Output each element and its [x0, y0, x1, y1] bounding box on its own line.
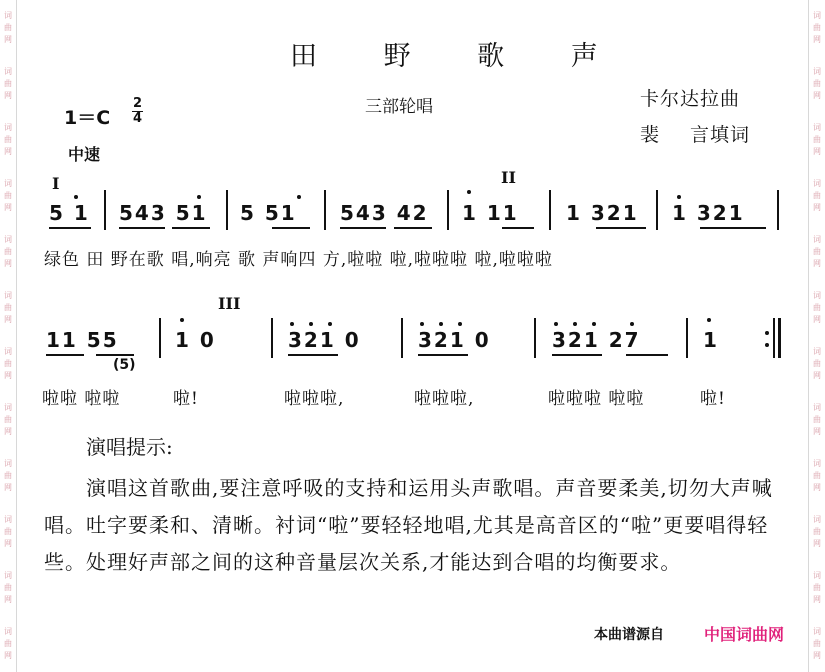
octave-dot	[197, 195, 201, 199]
eighth-beam	[394, 227, 432, 229]
eighth-beam	[340, 227, 386, 229]
final-barline	[773, 318, 775, 358]
watermark-text: 词 曲 网	[813, 403, 821, 436]
octave-dot	[309, 322, 313, 326]
row2-lyrics-6: 啦!	[700, 389, 726, 409]
measure-4-notes: 543 42	[340, 201, 429, 225]
eighth-beam	[596, 227, 646, 229]
composer-credit: 卡尔达拉曲	[640, 88, 741, 110]
octave-dot	[420, 322, 424, 326]
watermark-text: 词 曲 网	[4, 291, 12, 324]
row2-lyrics-1: 啦啦 啦啦	[42, 389, 121, 409]
watermark-text: 词 曲 网	[4, 347, 12, 380]
barline	[104, 190, 106, 230]
watermark-text: 词 曲 网	[813, 571, 821, 604]
watermark-text: 词 曲 网	[4, 459, 12, 492]
barline	[401, 318, 403, 358]
repeat-dot	[765, 343, 769, 347]
barline	[226, 190, 228, 230]
octave-dot	[677, 195, 681, 199]
watermark-text: 词 曲 网	[813, 123, 821, 156]
measure-8-notes: 11 55	[46, 328, 119, 352]
barline	[777, 190, 779, 230]
eighth-beam	[700, 227, 766, 229]
row2-lyrics-3: 啦啦啦,	[284, 389, 345, 409]
eighth-beam	[172, 227, 210, 229]
measure-11-notes: 321 0	[418, 328, 491, 352]
eighth-beam	[502, 227, 534, 229]
octave-dot	[290, 322, 294, 326]
alternate-note: (5)	[113, 357, 136, 373]
octave-dot	[180, 318, 184, 322]
watermark-text: 词 曲 网	[4, 179, 12, 212]
tips-body: 演唱这首歌曲,要注意呼吸的支持和运用头声歌唱。声音要柔美,切勿大声喊唱。吐字要柔和、清晰。衬词“啦”要轻轻地唱,尤其是高音区的“啦”更要唱得轻些。处理好声部之间的这种音量层次关系,才能达到合唱的均衡要求。	[44, 476, 773, 574]
row2-lyrics-4: 啦啦啦,	[414, 389, 475, 409]
site-name: 中国词曲网	[704, 625, 785, 644]
octave-dot	[554, 322, 558, 326]
watermark-text: 词 曲 网	[4, 627, 12, 660]
watermark-text: 词 曲 网	[813, 291, 821, 324]
watermark-text: 词 曲 网	[813, 347, 821, 380]
measure-7-notes: 1 321	[672, 201, 745, 225]
watermark-text: 词 曲 网	[4, 67, 12, 100]
octave-dot	[592, 322, 596, 326]
tempo-marking: 中速	[68, 145, 101, 164]
watermark-text: 词 曲 网	[813, 179, 821, 212]
right-watermark-strip	[808, 0, 825, 672]
octave-dot	[573, 322, 577, 326]
eighth-beam	[49, 227, 91, 229]
row2-lyrics-2: 啦!	[173, 389, 199, 409]
source-label: 本曲谱源自	[594, 627, 664, 643]
measure-2-notes: 543 51	[119, 201, 208, 225]
watermark-text: 词 曲 网	[4, 403, 12, 436]
repeat-dot	[765, 331, 769, 335]
watermark-text: 词 曲 网	[813, 459, 821, 492]
barline	[534, 318, 536, 358]
barline	[447, 190, 449, 230]
tips-heading: 演唱提示:	[86, 435, 173, 459]
eighth-beam	[626, 354, 668, 356]
time-signature: 2 4	[133, 96, 143, 126]
watermark-text: 词 曲 网	[4, 11, 12, 44]
eighth-beam	[552, 354, 602, 356]
measure-1-notes: 5 1	[49, 201, 90, 225]
left-watermark-strip	[0, 0, 17, 672]
final-barline	[778, 318, 781, 358]
octave-dot	[707, 318, 711, 322]
eighth-beam	[418, 354, 468, 356]
octave-dot	[74, 195, 78, 199]
octave-dot	[297, 195, 301, 199]
watermark-text: 词 曲 网	[4, 571, 12, 604]
measure-5-notes: 1 11	[462, 201, 519, 225]
barline	[686, 318, 688, 358]
measure-6-notes: 1 321	[566, 201, 639, 225]
octave-dot	[439, 322, 443, 326]
song-title: 田 野 歌 声	[290, 41, 627, 72]
barline	[324, 190, 326, 230]
eighth-beam	[119, 227, 165, 229]
barline	[656, 190, 658, 230]
watermark-text: 词 曲 网	[813, 11, 821, 44]
section-marker-iii: III	[218, 294, 241, 313]
key-signature: 1＝C	[64, 107, 111, 129]
row2-lyrics-5: 啦啦啦 啦啦	[548, 389, 645, 409]
measure-3-notes: 5 51	[240, 201, 297, 225]
octave-dot	[630, 322, 634, 326]
watermark-text: 词 曲 网	[4, 235, 12, 268]
measure-9-notes: 1 0	[175, 328, 216, 352]
octave-dot	[467, 190, 471, 194]
eighth-beam	[96, 354, 134, 356]
eighth-beam	[288, 354, 338, 356]
octave-dot	[458, 322, 462, 326]
measure-12-notes: 321 27	[552, 328, 641, 352]
watermark-text: 词 曲 网	[4, 515, 12, 548]
row1-lyrics: 绿色 田 野在歌 唱,响亮 歌 声响四 方,啦啦 啦,啦啦啦 啦,啦啦啦	[44, 250, 553, 270]
song-subtitle: 三部轮唱	[365, 97, 433, 117]
watermark-text: 词 曲 网	[813, 67, 821, 100]
eighth-beam	[46, 354, 84, 356]
watermark-text: 词 曲 网	[813, 235, 821, 268]
watermark-text: 词 曲 网	[4, 123, 12, 156]
lyricist-credit: 裴 言填词	[640, 124, 751, 146]
measure-10-notes: 321 0	[288, 328, 361, 352]
octave-dot	[328, 322, 332, 326]
measure-13-notes: 1	[703, 328, 719, 352]
barline	[549, 190, 551, 230]
barline	[159, 318, 161, 358]
watermark-text: 词 曲 网	[813, 515, 821, 548]
watermark-text: 词 曲 网	[813, 627, 821, 660]
barline	[271, 318, 273, 358]
section-marker-i: I	[52, 174, 60, 193]
eighth-beam	[272, 227, 310, 229]
section-marker-ii: II	[501, 168, 516, 187]
